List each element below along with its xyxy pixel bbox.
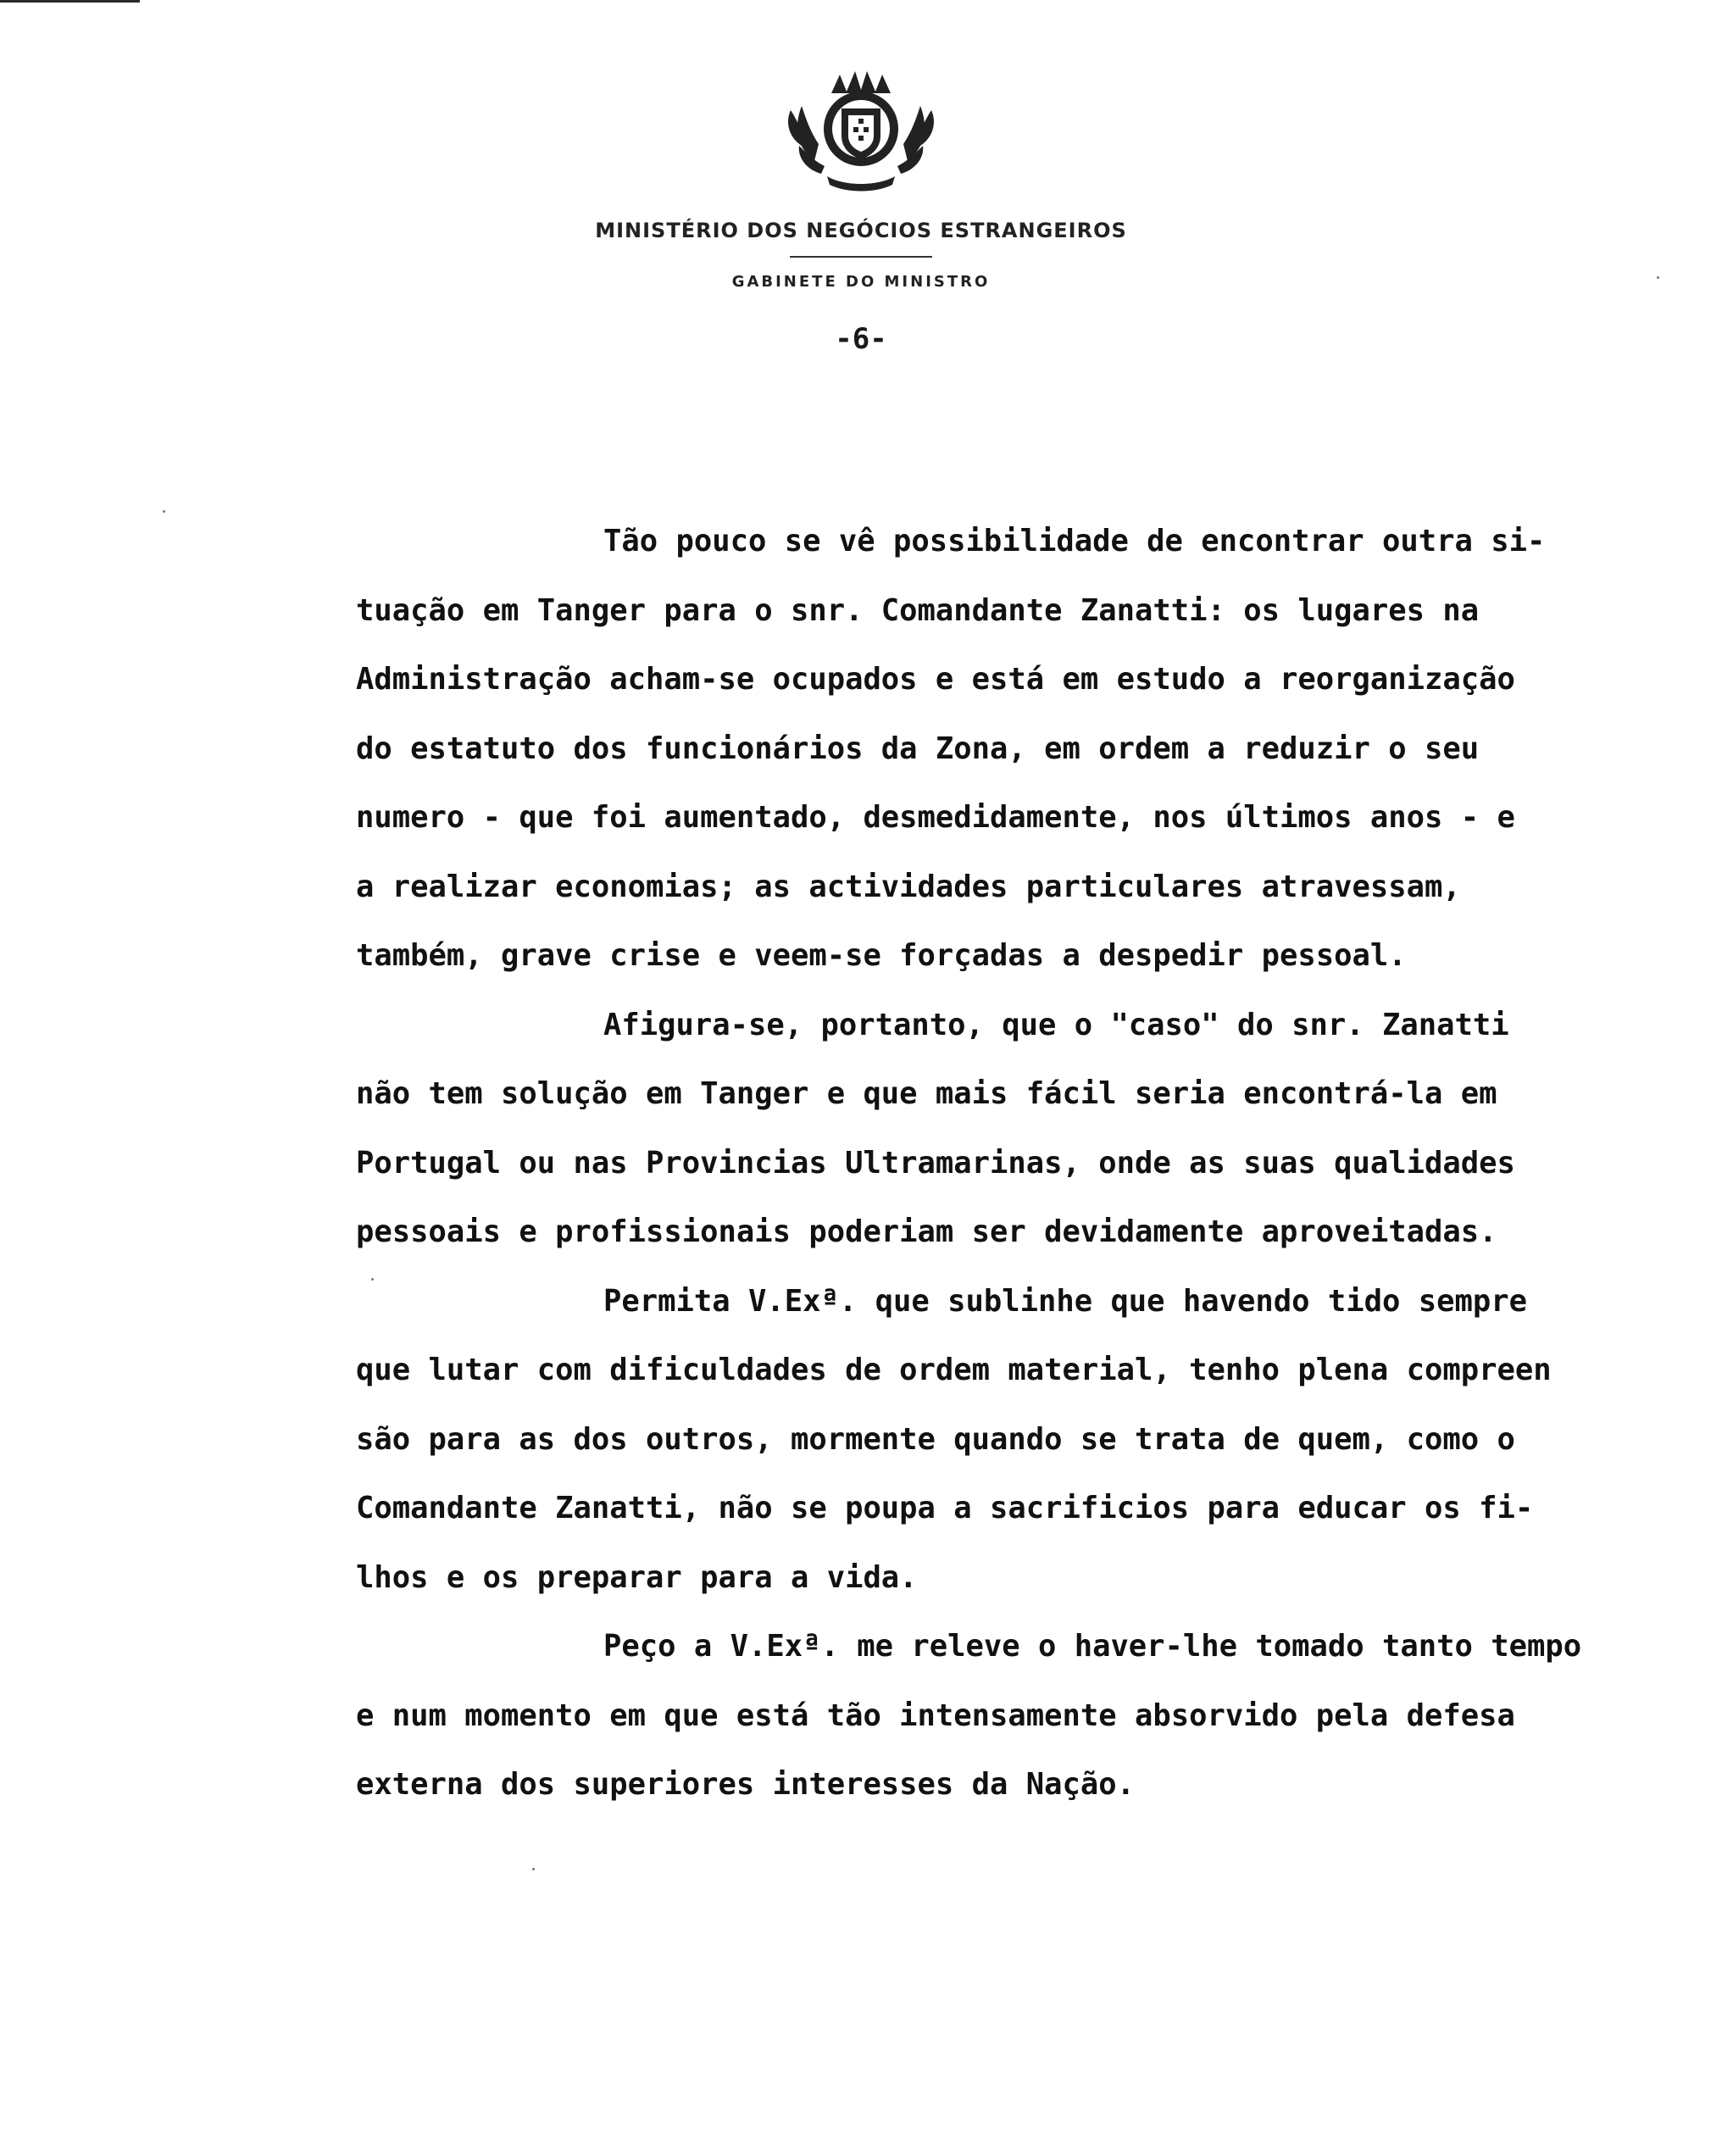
coat-of-arms-icon [780,68,942,195]
paper-speck [532,1868,535,1870]
body-line: tuação em Tanger para o snr. Comandante Zanatti: os lugares na [356,592,1480,628]
body-line: lhos e os preparar para a vida. [356,1559,918,1595]
body-line: numero - que foi aumentado, desmedidamente, nos últimos anos - e [356,800,1515,835]
paper-speck [1657,276,1659,279]
top-left-rule [0,0,140,3]
body-line: não tem solução em Tanger e que mais fácil seria encontrá-la em [356,1076,1497,1111]
body-line: são para as dos outros, mormente quando se trata de quem, como o [356,1421,1515,1457]
page-number: -6- [835,322,887,356]
paper-speck [163,510,165,513]
body-line: que lutar com dificuldades de ordem material, tenho plena compreen [356,1353,1552,1387]
body-line: externa dos superiores interesses da Nação. [356,1767,1136,1802]
ministry-name: MINISTÉRIO DOS NEGÓCIOS ESTRANGEIROS [595,219,1127,242]
body-line: Permita V.Exª. que sublinhe que havendo tido sempre [603,1283,1528,1319]
letterhead-divider [790,256,932,258]
body-line: Comandante Zanatti, não se poupa a sacrificios para educar os fi- [356,1491,1534,1525]
body-line: Afigura-se, portanto, que o "caso" do snr. Zanatti [603,1007,1509,1042]
body-line: a realizar economias; as actividades particulares atravessam, [356,869,1461,904]
cabinet-name: GABINETE DO MINISTRO [731,273,991,291]
letter-body [356,507,1722,1820]
body-line: Portugal ou nas Provincias Ultramarinas, onde as suas qualidades [356,1145,1515,1181]
body-line: Peço a V.Exª. me releve o haver-lhe tomado tanto tempo [603,1629,1582,1664]
body-line: também, grave crise e veem-se forçadas a despedir pessoal. [356,938,1407,973]
body-line: e num momento em que está tão intensamente absorvido pela defesa [356,1698,1515,1733]
body-line: pessoais e profissionais poderiam ser devidamente aproveitadas. [356,1214,1497,1249]
body-line: Administração acham-se ocupados e está em estudo a reorganização [356,662,1515,697]
letterhead [0,68,1722,291]
body-line: Tão pouco se vê possibilidade de encontrar outra si- [603,524,1546,558]
paper-speck [371,1278,374,1281]
body-line: do estatuto dos funcionários da Zona, em ordem a reduzir o seu [356,731,1480,766]
